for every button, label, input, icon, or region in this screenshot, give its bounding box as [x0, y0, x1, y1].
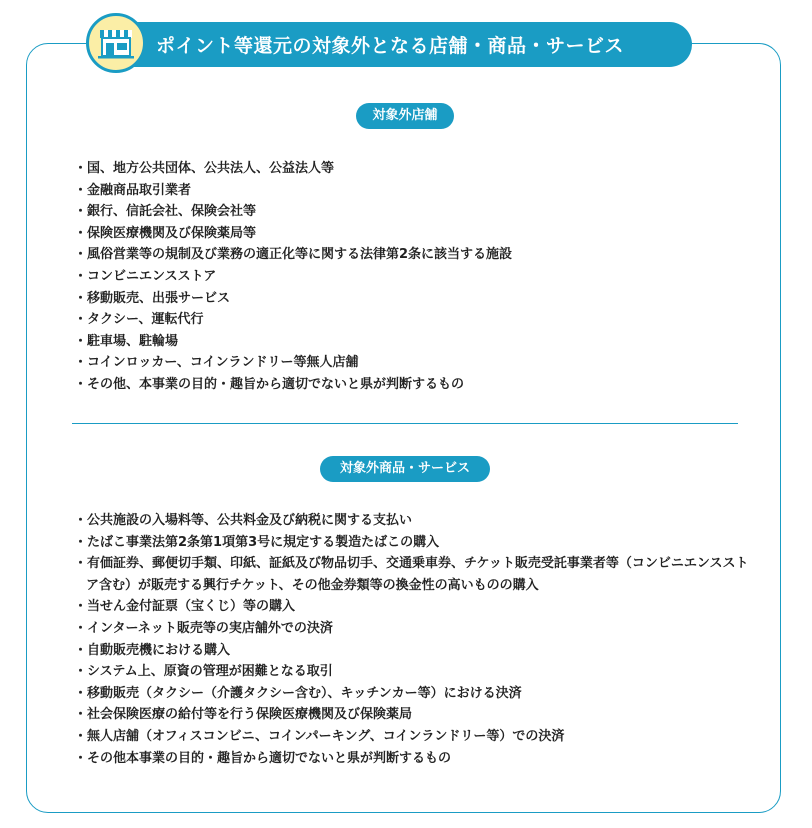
- title-banner: [98, 22, 692, 67]
- list-item: ・たばこ事業法第2条第1項第3号に規定する製造たばこの購入: [74, 534, 440, 550]
- list-item: ・移動販売（タクシー（介護タクシー含む）、キッチンカー等）における決済: [74, 685, 522, 701]
- excluded-stores-list: [74, 158, 754, 396]
- list-item: ・公共施設の入場料等、公共料金及び納税に関する支払い: [74, 513, 413, 528]
- list-item: ・当せん金付証票（宝くじ）等の購入: [74, 599, 296, 615]
- storefront-icon: [86, 13, 146, 73]
- excluded-products-list: [74, 510, 754, 769]
- list-item: ・風俗営業等の規制及び業務の適正化等に関する法律第2条に該当する施設: [74, 247, 513, 263]
- list-item: ・金融商品取引業者: [74, 182, 192, 198]
- section-label-excluded-stores: 対象外店舗: [356, 103, 454, 129]
- list-item: ・銀行、信託会社、保険会社等: [74, 204, 257, 220]
- list-item: ・インターネット販売等の実店舗外での決済: [74, 620, 333, 636]
- list-item: ・コインロッカー、コインランドリー等無人店舗: [74, 355, 359, 371]
- list-item: ・保険医療機関及び保険薬局等: [74, 225, 257, 241]
- list-item: ・国、地方公共団体、公共法人、公益法人等: [74, 161, 335, 176]
- list-item: ・システム上、原資の管理が困難となる取引: [74, 664, 333, 680]
- list-item: ・コンビニエンスストア: [74, 268, 217, 284]
- section-label-excluded-products: 対象外商品・サービス: [320, 456, 490, 482]
- section-divider: [72, 423, 738, 424]
- list-item: ・その他、本事業の目的・趣旨から適切でないと県が判断するもの: [74, 376, 465, 392]
- list-item: ・移動販売、出張サービス: [74, 290, 231, 306]
- list-item: ・タクシー、運転代行: [74, 312, 204, 328]
- list-item: ・その他本事業の目的・趣旨から適切でないと県が判断するもの: [74, 750, 452, 766]
- list-item: ・駐車場、駐輪場: [74, 333, 179, 349]
- list-item: ・自動販売機における購入: [74, 642, 231, 658]
- list-item: ・無人店舗（オフィスコンビニ、コインパーキング、コインランドリー等）での決済: [74, 728, 565, 744]
- list-item: ・有価証券、郵便切手類、印紙、証紙及び物品切手、交通乗車券、チケット販売受託事業者等（コンビニエンスストア含む）が販売する興行チケット、その他金券類等の換金性の高いものの購入: [74, 556, 749, 593]
- page-title: ポイント等還元の対象外となる店舗・商品・サービス: [156, 35, 625, 57]
- list-item: ・社会保険医療の給付等を行う保険医療機関及び保険薬局: [74, 707, 413, 723]
- storefront-icon-graphic: [96, 25, 136, 61]
